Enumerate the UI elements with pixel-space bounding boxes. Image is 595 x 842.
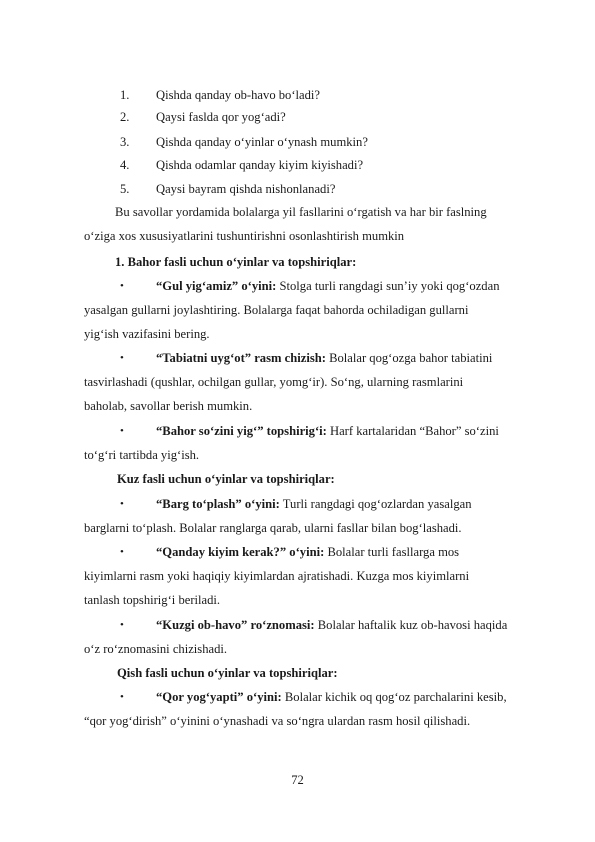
- item-text: Harf kartalaridan “Bahor” so‘zini: [326, 424, 499, 438]
- item-text: tanlash topshirig‘i beriladi.: [84, 593, 221, 607]
- intro-line: Bu savollar yordamida bolalarga yil fasllarini o‘rgatish va har bir faslning: [115, 205, 487, 219]
- bullet: •: [120, 546, 124, 558]
- bullet: •: [120, 498, 124, 510]
- question-text: Qishda qanday o‘yinlar o‘ynash mumkin?: [156, 135, 368, 149]
- item-title: “Qor yog‘yapti” o‘yini:: [156, 690, 282, 704]
- item-text: Stolga turli rangdagi sun’iy yoki qog‘ozdan: [276, 279, 500, 293]
- section-heading-spring: 1. Bahor fasli uchun o‘yinlar va topshiriqlar:: [115, 255, 357, 269]
- item-text: yig‘ish vazifasini bering.: [84, 327, 210, 341]
- list-item: [156, 423, 499, 439]
- question-number: 1.: [120, 88, 130, 102]
- bullet: •: [120, 280, 124, 292]
- bullet: •: [120, 619, 124, 631]
- list-item: [156, 617, 507, 633]
- list-item: [156, 689, 507, 705]
- item-text: Bolalar qog‘ozga bahor tabiatini: [325, 351, 493, 365]
- item-title: “Gul yig‘amiz” o‘yini:: [156, 279, 277, 293]
- item-text: o‘z ro‘znomasini chizishadi.: [84, 642, 228, 656]
- item-title: “Barg to‘plash” o‘yini:: [156, 497, 280, 511]
- question-number: 2.: [120, 110, 130, 124]
- list-item: [156, 278, 500, 294]
- section-heading-winter: Qish fasli uchun o‘yinlar va topshiriqlar:: [117, 666, 338, 680]
- item-text: yasalgan gullarni joylashtiring. Bolalarga faqat bahorda ochiladigan gullarni: [84, 303, 469, 317]
- question-number: 3.: [120, 135, 130, 149]
- item-title: “Tabiatni uyg‘ot” rasm chizish:: [156, 351, 326, 365]
- item-text: to‘g‘ri tartibda yig‘ish.: [84, 448, 200, 462]
- question-number: 5.: [120, 182, 130, 196]
- item-text: “qor yog‘dirish” o‘yinini o‘ynashadi va so‘ngra ulardan rasm hosil qilishadi.: [84, 714, 471, 728]
- bullet: •: [120, 691, 124, 703]
- item-text: Bolalar kichik oq qog‘oz parchalarini kesib,: [281, 690, 507, 704]
- question-number: 4.: [120, 158, 130, 172]
- item-text: tasvirlashadi (qushlar, ochilgan gullar, yomg‘ir). So‘ng, ularning rasmlarini: [84, 375, 464, 389]
- question-text: Qaysi bayram qishda nishonlanadi?: [156, 182, 336, 196]
- list-item: [156, 496, 472, 512]
- section-heading-autumn: Kuz fasli uchun o‘yinlar va topshiriqlar:: [117, 472, 335, 486]
- page-number: 72: [291, 773, 304, 787]
- item-title: “Kuzgi ob-havo” ro‘znomasi:: [156, 618, 315, 632]
- item-title: “Bahor so‘zini yig‘” topshirig‘i:: [156, 424, 327, 438]
- item-title: “Qanday kiyim kerak?” o‘yini:: [156, 545, 325, 559]
- item-text: Bolalar turli fasllarga mos: [324, 545, 460, 559]
- item-text: Bolalar haftalik kuz ob-havosi haqida: [314, 618, 508, 632]
- item-text: baholab, savollar berish mumkin.: [84, 399, 253, 413]
- list-item: [156, 350, 492, 366]
- list-item: [156, 544, 459, 560]
- bullet: •: [120, 352, 124, 364]
- item-text: kiyimlarni rasm yoki haqiqiy kiyimlardan ajratishadi. Kuzga mos kiyimlarni: [84, 569, 470, 583]
- item-text: Turli rangdagi qog‘ozlardan yasalgan: [279, 497, 472, 511]
- question-text: Qishda qanday ob-havo bo‘ladi?: [156, 88, 321, 102]
- question-text: Qishda odamlar qanday kiyim kiyishadi?: [156, 158, 364, 172]
- question-text: Qaysi faslda qor yog‘adi?: [156, 110, 286, 124]
- intro-line: o‘ziga xos xususiyatlarini tushuntirishni osonlashtirish mumkin: [84, 229, 405, 243]
- item-text: barglarni to‘plash. Bolalar ranglarga qarab, ularni fasllar bilan bog‘lashadi.: [84, 521, 462, 535]
- bullet: •: [120, 425, 124, 437]
